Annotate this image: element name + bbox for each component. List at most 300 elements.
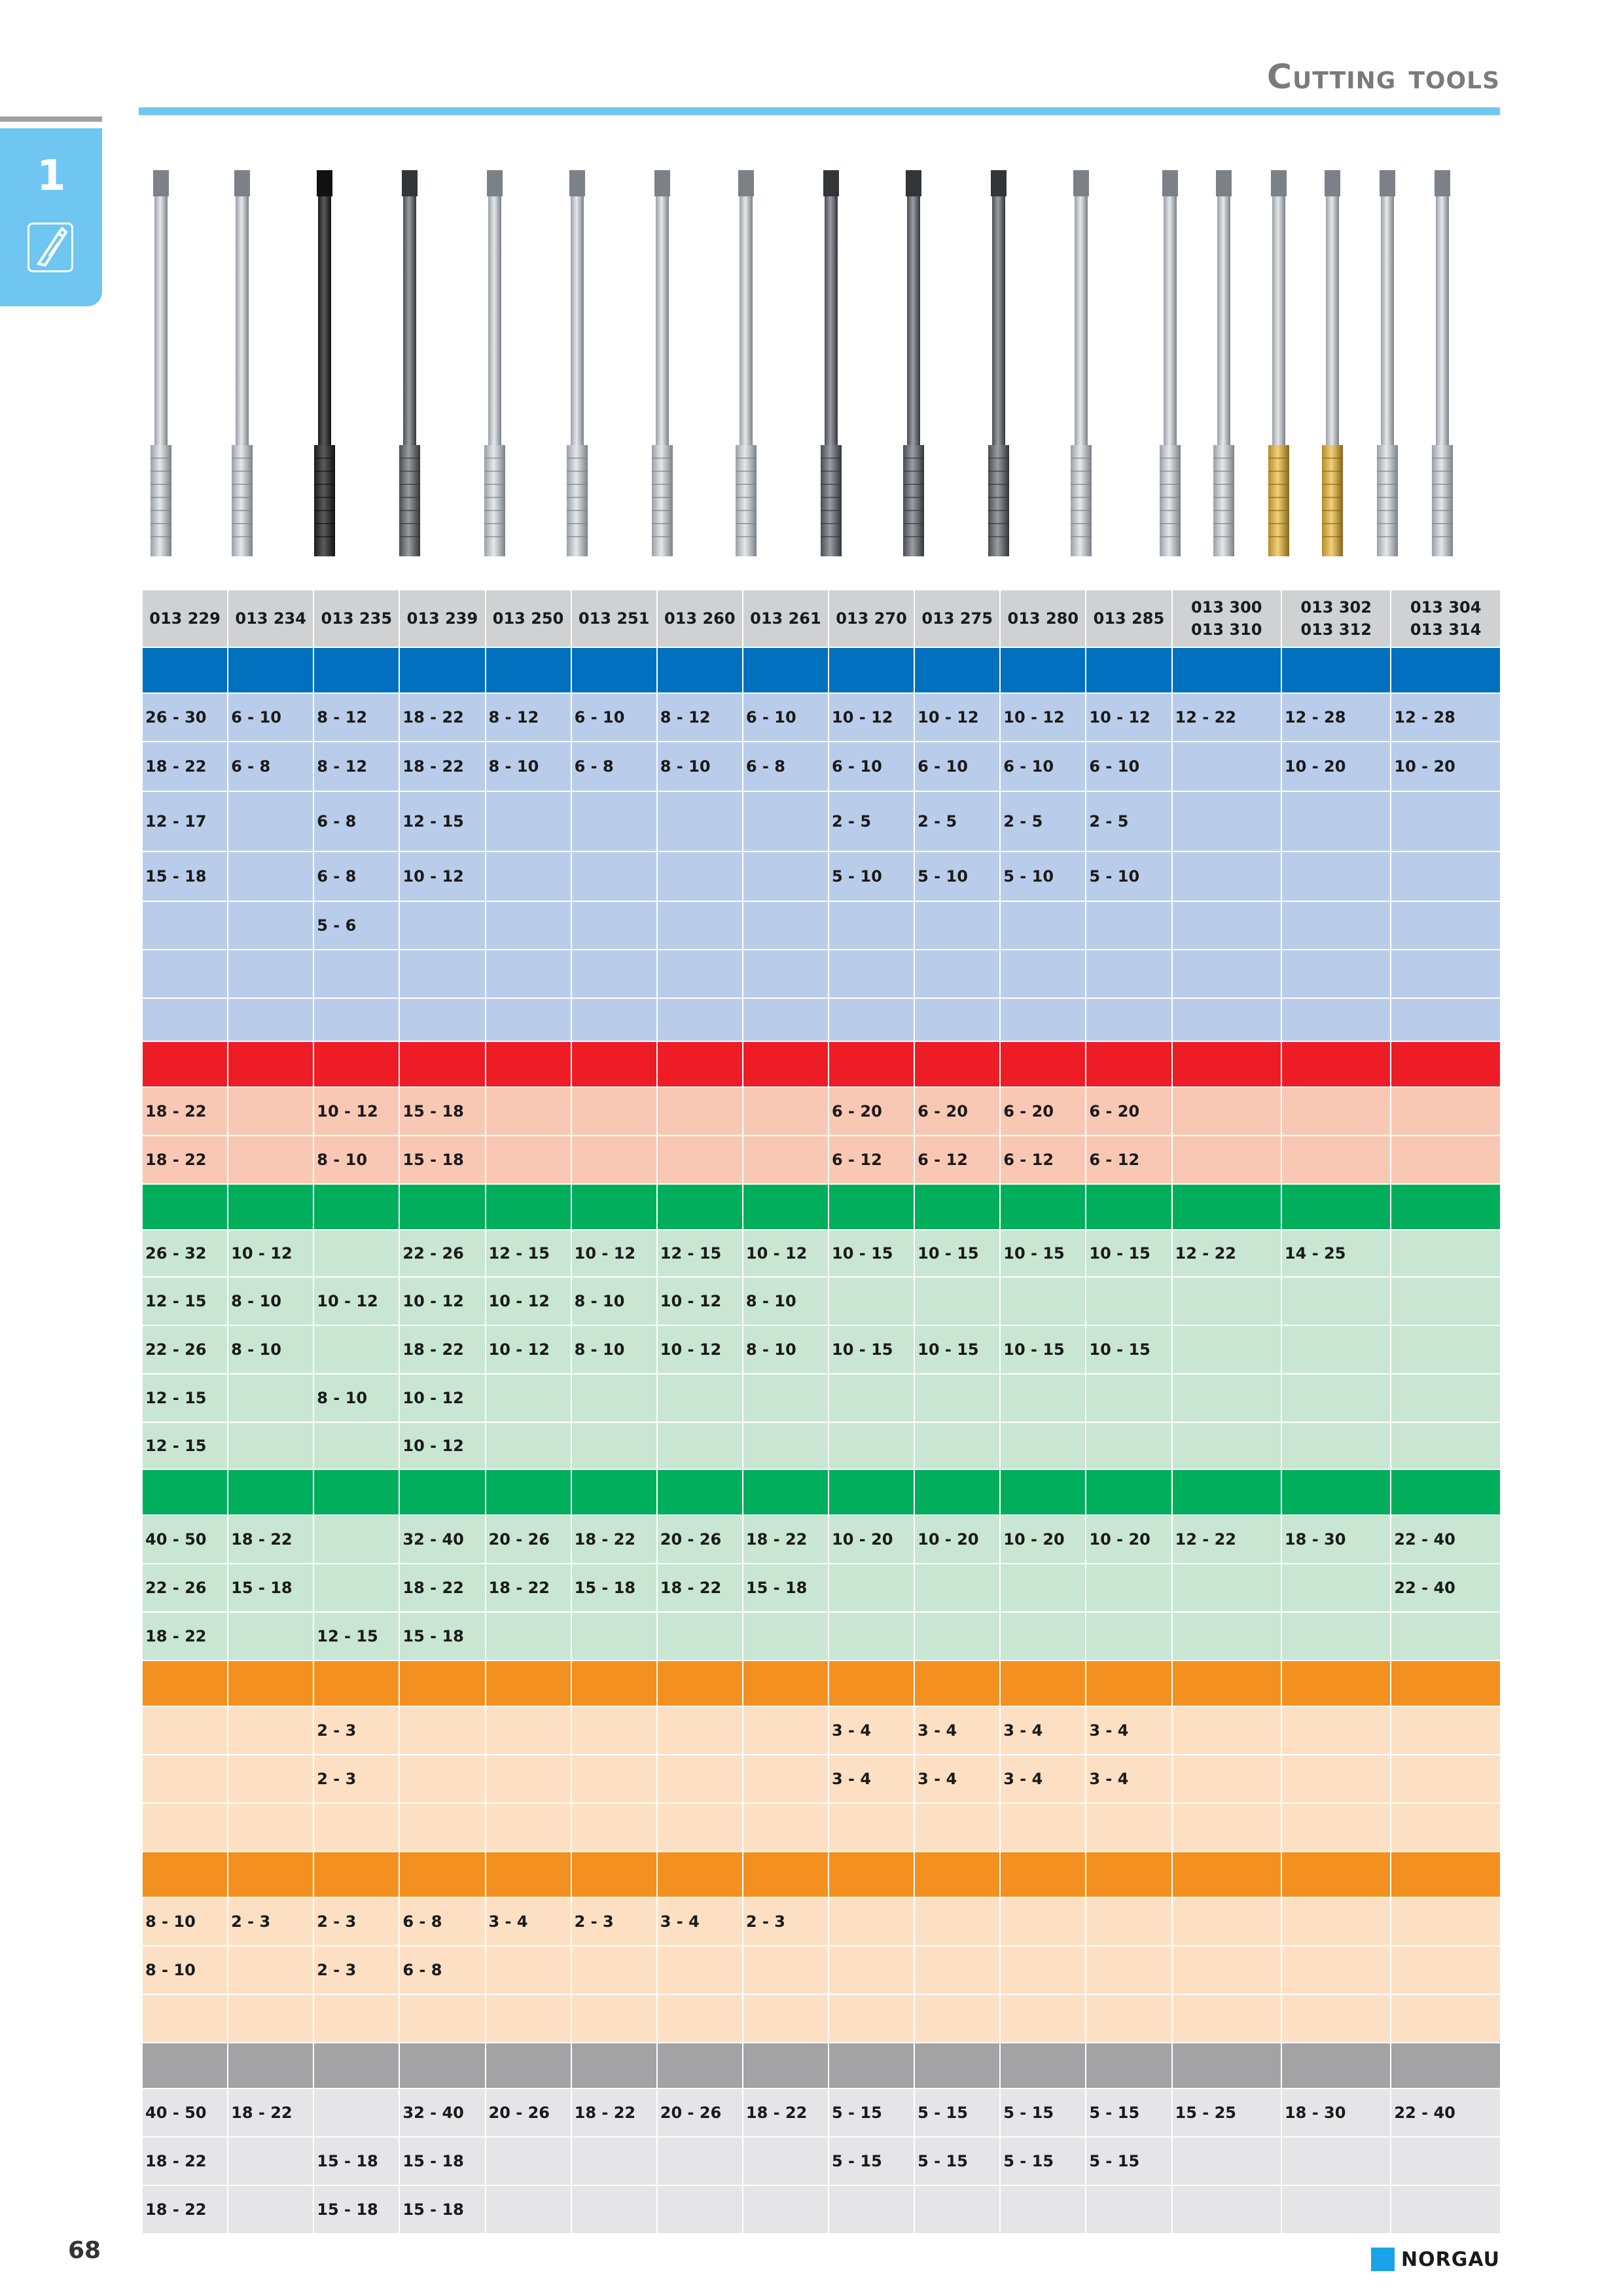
table-cell [657,1612,743,1660]
table-cell: 8 - 10 [743,1325,829,1374]
table-cell [142,1803,228,1852]
table-cell [1391,1706,1501,1755]
table-cell [1281,1374,1391,1422]
table-cell [486,950,571,998]
column-header: 013 300 013 310 [1172,590,1281,647]
table-cell [313,1422,399,1469]
table-cell [486,1136,571,1184]
table-cell [1281,791,1391,852]
chapter-number: 1 [37,152,66,200]
band-cell [829,1041,914,1087]
table-cell: 12 - 22 [1172,1515,1281,1564]
title-rule [139,107,1500,115]
table-cell: 40 - 50 [142,1515,228,1564]
band-cell [313,1660,399,1706]
tap-spiral-steel-4-image [726,164,766,563]
table-cell [1172,1087,1281,1136]
band-cell [571,1041,657,1087]
table-cell [743,2185,829,2234]
tap-machine-gold-1-image [1259,164,1298,563]
table-cell: 20 - 26 [486,1515,571,1564]
table-cell [657,1803,743,1852]
table-cell [1391,1277,1501,1325]
band-cell [228,1852,313,1897]
table-cell: 10 - 12 [313,1277,399,1325]
table-cell [313,1803,399,1852]
table-row [142,1706,1501,1755]
table-cell: 12 - 22 [1172,1230,1281,1277]
band-cell [1086,1041,1171,1087]
tap-long-dark-image [812,164,851,563]
band-cell [657,1469,743,1515]
table-cell [486,1803,571,1852]
band-cell [399,647,485,693]
band-cell [1391,647,1501,693]
table-cell [914,1803,1000,1852]
table-cell: 10 - 12 [228,1230,313,1277]
table-cell [829,1612,914,1660]
table-cell [486,1946,571,1994]
table-cell: 10 - 12 [914,693,1000,742]
band-cell [1281,1041,1391,1087]
table-row [142,2185,1501,2234]
table-cell: 6 - 20 [1000,1087,1086,1136]
table-cell: 10 - 15 [1086,1325,1171,1374]
table-cell [1086,1946,1171,1994]
column-header: 013 239 [399,590,485,647]
table-cell: 8 - 10 [571,1325,657,1374]
band-cell [743,1041,829,1087]
green-band-row [142,1184,1501,1230]
table-cell: 8 - 10 [142,1897,228,1946]
band-cell [829,1852,914,1897]
table-cell: 12 - 15 [142,1422,228,1469]
table-cell: 10 - 12 [486,1325,571,1374]
table-cell: 5 - 15 [829,2089,914,2137]
table-cell: 3 - 4 [1000,1706,1086,1755]
tap-straight-grey-image [141,164,181,563]
band-cell [1391,2043,1501,2089]
table-cell [1281,1755,1391,1803]
table-cell [914,998,1000,1041]
table-row [142,1325,1501,1374]
table-cell [1086,1994,1171,2043]
tool-images-strip [141,164,1501,563]
table-cell: 3 - 4 [1000,1755,1086,1803]
band-cell [914,1041,1000,1087]
table-cell: 15 - 18 [313,2137,399,2185]
table-cell [657,2137,743,2185]
table-cell [313,950,399,998]
table-cell [743,901,829,950]
band-cell [1391,1469,1501,1515]
band-cell [228,1184,313,1230]
table-cell [657,1374,743,1422]
table-cell [1391,2137,1501,2185]
table-cell [743,1755,829,1803]
table-cell [1391,1136,1501,1184]
band-cell [313,1041,399,1087]
table-row [142,742,1501,791]
band-cell [914,647,1000,693]
band-cell [1086,2043,1171,2089]
table-cell: 10 - 12 [1086,693,1171,742]
table-cell: 10 - 12 [399,1277,485,1325]
table-cell: 8 - 10 [657,742,743,791]
table-cell: 12 - 28 [1281,693,1391,742]
table-cell [1172,1277,1281,1325]
table-row [142,2089,1501,2137]
table-cell [743,950,829,998]
table-cell: 8 - 10 [743,1277,829,1325]
table-cell: 15 - 18 [399,2185,485,2234]
tap-straight-steel-2-image [643,164,682,563]
table-cell [313,1230,399,1277]
table-cell [399,1755,485,1803]
band-cell [486,2043,571,2089]
table-cell: 5 - 10 [914,852,1000,901]
band-cell [1086,1184,1171,1230]
table-cell [743,791,829,852]
tap-straight-steel-image [475,164,514,563]
table-cell [829,1994,914,2043]
table-cell: 18 - 22 [142,1612,228,1660]
table-cell [228,1755,313,1803]
band-cell [1281,1469,1391,1515]
table-cell [657,1994,743,2043]
table-cell [571,1374,657,1422]
table-cell [228,1706,313,1755]
table-cell: 10 - 12 [1000,693,1086,742]
band-cell [313,1469,399,1515]
table-cell [1000,1946,1086,1994]
band-cell [1000,1660,1086,1706]
table-cell [1172,1994,1281,2043]
table-cell: 6 - 8 [399,1946,485,1994]
brand-logo [1371,2248,1500,2271]
table-cell [657,1946,743,1994]
red-band-row [142,1041,1501,1087]
table-cell [228,1136,313,1184]
table-cell [1172,998,1281,1041]
table-cell [1172,1374,1281,1422]
tap-machine-3-image [1368,164,1407,563]
table-row [142,998,1501,1041]
band-cell [1281,2043,1391,2089]
table-cell: 6 - 10 [829,742,914,791]
table-cell: 15 - 18 [142,852,228,901]
table-cell: 15 - 18 [743,1564,829,1612]
table-cell [1391,791,1501,852]
header-row [142,590,1501,647]
table-cell: 15 - 18 [399,2137,485,2185]
table-cell [1172,1422,1281,1469]
table-cell: 3 - 4 [829,1755,914,1803]
table-cell: 10 - 15 [1086,1230,1171,1277]
table-cell: 5 - 10 [1000,852,1086,901]
table-cell: 3 - 4 [914,1706,1000,1755]
table-cell [1086,1374,1171,1422]
table-cell [228,950,313,998]
band-cell [1086,1469,1171,1515]
table-cell: 10 - 20 [1391,742,1501,791]
table-cell [142,1994,228,2043]
table-cell [1000,950,1086,998]
band-cell [228,1469,313,1515]
table-cell: 15 - 18 [228,1564,313,1612]
table-cell [914,1946,1000,1994]
table-cell: 32 - 40 [399,2089,485,2137]
table-cell: 10 - 15 [1000,1230,1086,1277]
table-cell [1281,2185,1391,2234]
band-cell [743,1184,829,1230]
column-header: 013 229 [142,590,228,647]
table-cell [1172,1136,1281,1184]
table-cell: 20 - 26 [657,1515,743,1564]
band-cell [829,1660,914,1706]
table-cell [486,1755,571,1803]
table-cell [228,901,313,950]
tap-long-dark-2-image [894,164,933,563]
band-cell [914,1469,1000,1515]
table-cell [1172,791,1281,852]
table-cell: 8 - 12 [486,693,571,742]
table-cell: 18 - 22 [486,1564,571,1612]
band-cell [829,1184,914,1230]
table-row [142,1612,1501,1660]
table-cell: 5 - 15 [1086,2089,1171,2137]
band-cell [829,1469,914,1515]
column-header: 013 260 [657,590,743,647]
table-cell [1281,1994,1391,2043]
band-cell [571,2043,657,2089]
band-cell [1281,1660,1391,1706]
band-cell [142,1041,228,1087]
table-cell [571,791,657,852]
table-cell [1391,2185,1501,2234]
table-cell [1000,2185,1086,2234]
band-cell [1172,2043,1281,2089]
table-cell [1391,950,1501,998]
table-cell: 10 - 12 [657,1325,743,1374]
table-cell [743,1994,829,2043]
table-cell [571,2185,657,2234]
table-cell [1391,1374,1501,1422]
band-cell [399,1469,485,1515]
table-cell [829,1897,914,1946]
table-cell: 22 - 40 [1391,1564,1501,1612]
table-cell: 8 - 12 [313,693,399,742]
table-cell [571,852,657,901]
table-cell: 3 - 4 [486,1897,571,1946]
band-cell [1000,1469,1086,1515]
table-cell [142,1706,228,1755]
band-cell [313,647,399,693]
table-cell: 12 - 15 [657,1230,743,1277]
table-cell [1172,1946,1281,1994]
orange-band-row [142,1660,1501,1706]
table-cell [1281,950,1391,998]
table-cell: 6 - 8 [313,791,399,852]
table-cell [1281,1803,1391,1852]
band-cell [657,647,743,693]
table-cell [399,1803,485,1852]
tap-machine-4-image [1423,164,1462,563]
table-cell [486,1612,571,1660]
table-cell [829,998,914,1041]
blue-band-row [142,647,1501,693]
table-cell: 3 - 4 [829,1706,914,1755]
table-cell [1000,1612,1086,1660]
table-cell: 18 - 22 [571,2089,657,2137]
band-cell [914,1852,1000,1897]
orange-band-row [142,1852,1501,1897]
table-cell: 15 - 25 [1172,2089,1281,2137]
band-cell [486,1184,571,1230]
band-cell [743,2043,829,2089]
table-cell: 6 - 8 [313,852,399,901]
tap-spiral-black-image [305,164,344,563]
table-cell [228,1612,313,1660]
table-cell [1172,1755,1281,1803]
table-cell [228,791,313,852]
table-cell [1391,852,1501,901]
table-cell: 5 - 10 [829,852,914,901]
table-cell: 6 - 8 [399,1897,485,1946]
table-cell: 26 - 32 [142,1230,228,1277]
band-cell [657,2043,743,2089]
table-cell [1281,901,1391,950]
table-cell [486,1422,571,1469]
table-cell [1391,1422,1501,1469]
table-cell: 8 - 12 [313,742,399,791]
table-cell [1391,1755,1501,1803]
table-cell [142,998,228,1041]
table-cell [829,1564,914,1612]
table-cell [657,2185,743,2234]
table-cell [1391,901,1501,950]
table-cell [743,1946,829,1994]
table-cell: 6 - 8 [228,742,313,791]
table-cell: 10 - 20 [1000,1515,1086,1564]
table-cell [1391,1612,1501,1660]
table-cell [1281,852,1391,901]
table-cell [486,1374,571,1422]
band-cell [1172,1184,1281,1230]
table-cell [1391,1230,1501,1277]
table-cell [1086,998,1171,1041]
table-cell [142,901,228,950]
table-row [142,1897,1501,1946]
band-cell [1391,1852,1501,1897]
table-cell: 18 - 22 [142,2185,228,2234]
table-cell: 18 - 22 [228,1515,313,1564]
band-cell [228,1041,313,1087]
table-row [142,2137,1501,2185]
table-cell [1391,1994,1501,2043]
table-cell: 18 - 30 [1281,1515,1391,1564]
table-cell [1281,1325,1391,1374]
table-cell [1281,1136,1391,1184]
table-cell [1086,1803,1171,1852]
band-cell [142,647,228,693]
table-row [142,1564,1501,1612]
table-cell [1086,1897,1171,1946]
table-cell [743,1422,829,1469]
band-cell [1086,647,1171,693]
page-title: Cutting tools [1266,58,1500,97]
table-cell [571,1706,657,1755]
table-cell: 10 - 15 [829,1230,914,1277]
table-cell [1000,901,1086,950]
table-cell [743,852,829,901]
band-cell [313,2043,399,2089]
band-cell [743,1660,829,1706]
table-cell: 6 - 12 [1086,1136,1171,1184]
table-cell [486,2137,571,2185]
table-cell [1086,901,1171,950]
table-cell: 14 - 25 [1281,1230,1391,1277]
table-cell: 6 - 12 [1000,1136,1086,1184]
table-cell [228,998,313,1041]
band-cell [571,1469,657,1515]
band-cell [1281,1852,1391,1897]
table-cell: 10 - 12 [313,1087,399,1136]
band-cell [228,647,313,693]
green-band-row [142,1469,1501,1515]
table-cell [399,1994,485,2043]
table-cell [1281,1706,1391,1755]
table-cell [571,950,657,998]
table-cell [1281,1277,1391,1325]
table-cell: 10 - 12 [657,1277,743,1325]
tap-long-thin-image [979,164,1018,563]
table-cell: 6 - 12 [829,1136,914,1184]
table-cell: 2 - 3 [313,1946,399,1994]
column-header: 013 261 [743,590,829,647]
table-cell [1281,1087,1391,1136]
band-cell [1391,1184,1501,1230]
band-cell [486,1660,571,1706]
table-cell: 10 - 15 [914,1325,1000,1374]
table-cell: 3 - 4 [914,1755,1000,1803]
table-cell [313,1564,399,1612]
table-cell [1000,1994,1086,2043]
table-cell [829,1946,914,1994]
table-cell: 18 - 22 [743,1515,829,1564]
table-cell [571,1422,657,1469]
table-row [142,1515,1501,1564]
table-row [142,1422,1501,1469]
band-cell [1000,1852,1086,1897]
band-cell [1086,1852,1171,1897]
table-cell [313,1325,399,1374]
table-cell [914,1277,1000,1325]
table-cell: 6 - 20 [1086,1087,1171,1136]
table-cell: 12 - 15 [142,1374,228,1422]
table-cell: 6 - 10 [1000,742,1086,791]
table-cell: 6 - 8 [743,742,829,791]
table-cell [228,1374,313,1422]
table-cell [1281,1946,1391,1994]
table-cell [743,1612,829,1660]
band-cell [399,2043,485,2089]
table-cell: 5 - 15 [1000,2089,1086,2137]
band-cell [486,1852,571,1897]
table-cell: 10 - 12 [571,1230,657,1277]
table-row [142,1136,1501,1184]
band-cell [142,2043,228,2089]
